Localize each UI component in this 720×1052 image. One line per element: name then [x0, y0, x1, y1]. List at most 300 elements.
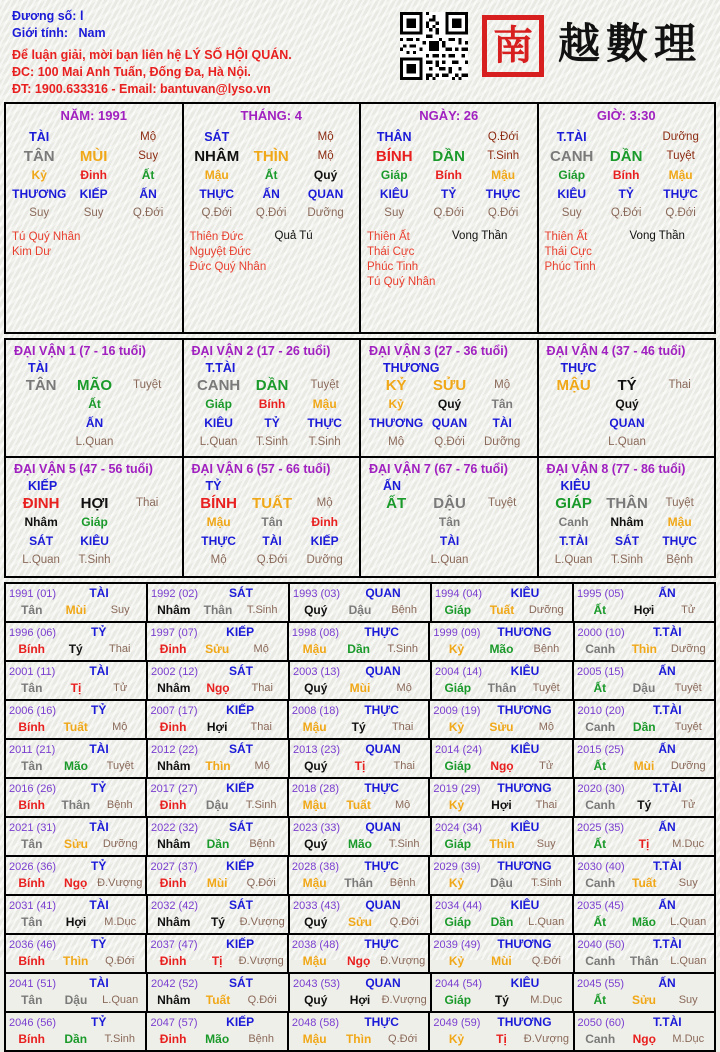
pillar-column-3: [361, 104, 539, 332]
annual-year-label: 2049 (59): [433, 1017, 481, 1029]
header-info-block: [12, 8, 362, 98]
annual-year-cell[interactable]: [289, 857, 430, 894]
pillar-hidden-stem: Quý: [313, 168, 338, 182]
annual-stem: Nhâm: [157, 993, 191, 1007]
annual-branch: Ngọ: [206, 681, 230, 695]
qr-code-icon[interactable]: [400, 12, 468, 80]
luck-period-cell-1[interactable]: [6, 340, 184, 456]
annual-year-label: 2012 (22): [151, 744, 199, 756]
luck-period-hidden-stem: Giáp: [205, 397, 232, 411]
luck-period-hidden-ten-god: SÁT: [29, 534, 54, 548]
annual-year-label: 2024 (34): [435, 822, 483, 834]
luck-period-grid: [369, 376, 529, 452]
annual-branch: Dần: [206, 837, 230, 851]
luck-period-cell-5[interactable]: [6, 458, 184, 576]
luck-period-stem: ẤT: [386, 495, 407, 512]
annual-year-label: 1995 (05): [577, 588, 625, 600]
gender-label: Giới tính:: [12, 26, 69, 40]
annual-state: Dưỡng: [102, 838, 138, 850]
luck-period-cell-4[interactable]: [539, 340, 715, 456]
annual-year-cell[interactable]: [147, 623, 288, 660]
annual-year-cell[interactable]: [290, 662, 432, 699]
pillar-heavenly-stem: NHÂM: [194, 148, 240, 165]
pillar-title: NĂM: 1991: [60, 108, 127, 123]
luck-period-grid: [14, 376, 174, 452]
annual-year-cell[interactable]: [574, 662, 714, 699]
annual-state: Dưỡng: [528, 604, 564, 616]
pillar-hidden-state: Suy: [83, 207, 104, 219]
annual-year-cell[interactable]: [575, 623, 714, 660]
annual-branch: Tị: [70, 681, 82, 695]
pillar-stars-block: [545, 230, 709, 290]
table-row: [6, 662, 714, 701]
pillar-hidden-stem: Mậu: [668, 168, 693, 182]
table-row: [6, 857, 714, 896]
annual-ten-god: ẤN: [658, 742, 676, 756]
pillar-title: NGÀY: 26: [419, 108, 479, 123]
annual-ten-god: ẤN: [658, 820, 676, 834]
annual-branch: Mùi: [206, 876, 228, 890]
pillar-title: THÁNG: 4: [240, 108, 302, 123]
annual-ten-god: THƯƠNG: [497, 1015, 552, 1029]
table-row: [6, 935, 714, 974]
annual-branch: Tuất: [205, 993, 231, 1007]
annual-branch: Tý: [351, 720, 366, 734]
annual-branch: Tị: [354, 759, 366, 773]
luck-period-hidden-ten-god: [653, 414, 706, 433]
annual-year-label: 2032 (42): [151, 900, 199, 912]
annual-year-cell[interactable]: [6, 623, 147, 660]
pillar-branch-state: Tuyệt: [666, 150, 695, 162]
annual-state: Suy: [678, 877, 698, 889]
annual-state: Suy: [110, 604, 130, 616]
pillar-heavenly-stem: TÂN: [23, 148, 55, 165]
annual-state: Mộ: [254, 760, 270, 772]
luck-period-cell-6[interactable]: [184, 458, 362, 576]
annual-state: Tuyệt: [674, 721, 702, 733]
annual-state: Thai: [250, 721, 272, 733]
annual-state: Thai: [535, 799, 558, 811]
pillar-star-secondary: Quả Tú: [274, 230, 313, 242]
pillar-ten-god: T.TÀI: [556, 130, 587, 144]
annual-year-cell[interactable]: [430, 935, 574, 972]
luck-period-hidden-state: [476, 551, 529, 570]
annual-year-cell[interactable]: [289, 623, 430, 660]
annual-ten-god: THỰC: [364, 937, 399, 951]
annual-branch: Sửu: [347, 915, 372, 929]
luck-period-hidden-state: T.Sinh: [256, 436, 289, 448]
annual-ten-god: ẤN: [658, 976, 676, 990]
annual-ten-god: T.TÀI: [652, 625, 682, 639]
luck-period-hidden-state: Dưỡng: [306, 554, 343, 566]
pillar-hidden-ten-god: KIẾP: [79, 187, 108, 201]
luck-period-branch: HỢI: [80, 495, 109, 512]
luck-period-hidden-ten-god: [121, 532, 174, 551]
annual-stem: Ất: [593, 837, 607, 851]
luck-period-hidden-ten-god: [14, 414, 68, 433]
annual-ten-god: SÁT: [229, 742, 253, 756]
annual-year-label: 2006 (16): [9, 705, 57, 717]
annual-year-label: 2045 (55): [577, 978, 625, 990]
annual-state: Mộ: [396, 682, 412, 694]
pillar-hidden-state: Suy: [561, 207, 582, 219]
annual-state: Q.Đới: [388, 1033, 418, 1045]
luck-period-cell-3[interactable]: [361, 340, 539, 456]
annual-stem: Quý: [304, 603, 328, 617]
annual-state: Thai: [251, 682, 273, 694]
luck-period-hidden-stem: [476, 513, 529, 532]
annual-ten-god: TÀI: [89, 742, 109, 756]
luck-period-hidden-state: Q.Đới: [434, 436, 465, 448]
pillar-hidden-stem: Ất: [264, 168, 278, 182]
gender-row: [12, 25, 362, 42]
annual-year-cell[interactable]: [432, 584, 574, 621]
annual-stem: Mậu: [302, 954, 327, 968]
annual-stem: Canh: [585, 642, 616, 656]
luck-period-hidden-stem: Bính: [258, 397, 286, 411]
luck-period-state: Tuyệt: [665, 497, 694, 509]
pillar-star: Thiên Ất: [367, 231, 410, 243]
header-branding: [362, 8, 710, 80]
annual-year-cell[interactable]: [6, 701, 147, 738]
pillar-branch-state: Suy: [138, 150, 159, 162]
annual-year-cell[interactable]: [430, 857, 574, 894]
luck-period-hidden-stem: Nhâm: [24, 515, 58, 529]
annual-stem: Quý: [304, 681, 328, 695]
annual-year-label: 2010 (20): [577, 705, 625, 717]
annual-year-label: 2000 (10): [577, 627, 625, 639]
annual-stem: Kỷ: [448, 876, 465, 890]
annual-year-label: 2020 (30): [577, 783, 625, 795]
annual-stem: Nhâm: [157, 759, 191, 773]
luck-period-state: Mộ: [316, 497, 333, 509]
annual-year-cell[interactable]: [575, 779, 714, 816]
annual-stem: Tân: [21, 993, 43, 1007]
luck-period-stem: BÍNH: [200, 495, 237, 512]
luck-period-cell-2[interactable]: [184, 340, 362, 456]
table-row: [6, 740, 714, 779]
pillar-ten-god: TÀI: [29, 130, 50, 144]
luck-period-cell-8[interactable]: [539, 458, 715, 576]
luck-period-ten-god: KIÊU: [560, 479, 591, 493]
luck-period-hidden-stem: [121, 513, 174, 532]
pillar-hidden-state: Suy: [29, 207, 50, 219]
annual-year-cell[interactable]: [430, 779, 574, 816]
luck-period-hidden-state: [547, 433, 601, 452]
annual-ten-god: QUAN: [365, 976, 401, 990]
annual-year-cell[interactable]: [432, 740, 574, 777]
luck-period-hidden-stem: Kỷ: [388, 397, 404, 411]
luck-period-hidden-stem: Ất: [88, 397, 101, 411]
annual-ten-god: T.TÀI: [652, 781, 682, 795]
annual-branch: Ngọ: [346, 954, 371, 968]
annual-year-cell[interactable]: [6, 935, 147, 972]
luck-period-branch: TUẤT: [252, 495, 293, 512]
luck-period-grid: [369, 494, 529, 570]
annual-ten-god: THỰC: [364, 625, 399, 639]
luck-period-hidden-stem: Canh: [558, 515, 589, 529]
annual-year-cell[interactable]: [290, 740, 432, 777]
pillar-hidden-ten-god: ẤN: [262, 187, 280, 201]
annual-state: Đ.Vượng: [380, 955, 426, 967]
luck-period-grid: [192, 376, 352, 452]
annual-year-cell[interactable]: [6, 857, 147, 894]
annual-branch: Dậu: [490, 876, 513, 890]
annual-stem: Mậu: [302, 798, 327, 812]
annual-year-cell[interactable]: [147, 701, 288, 738]
annual-year-cell[interactable]: [290, 974, 432, 1011]
annual-ten-god: KIẾP: [226, 859, 255, 873]
annual-stem: Giáp: [444, 915, 472, 929]
annual-ten-god: TÀI: [89, 664, 109, 678]
annual-state: Tuyệt: [532, 682, 560, 694]
annual-stem: Đinh: [159, 1032, 187, 1046]
annual-state: Đ.Vượng: [238, 955, 284, 967]
luck-period-hidden-stem: Nhâm: [610, 515, 644, 529]
luck-period-hidden-state: L.Quan: [75, 436, 114, 448]
pillar-star: Kim Dư: [12, 246, 52, 258]
luck-period-branch: THÂN: [606, 495, 648, 512]
pillar-star: Tú Quý Nhân: [12, 231, 81, 243]
luck-period-cell-7[interactable]: [361, 458, 539, 576]
annual-stem: Canh: [585, 954, 616, 968]
annual-year-cell[interactable]: [6, 896, 148, 933]
annual-year-label: 2026 (36): [9, 861, 57, 873]
annual-branch: Mão: [63, 759, 88, 773]
annual-ten-god: SÁT: [229, 976, 253, 990]
pillar-star: Nguyệt Đức: [189, 246, 251, 258]
annual-year-label: 2038 (48): [291, 939, 339, 951]
annual-stem: Nhâm: [157, 603, 191, 617]
annual-branch: Ngọ: [490, 759, 514, 773]
annual-ten-god: SÁT: [229, 664, 253, 678]
annual-year-label: 2009 (19): [433, 705, 481, 717]
annual-stem: Ất: [593, 603, 607, 617]
annual-year-cell[interactable]: [148, 818, 290, 855]
annual-year-cell[interactable]: [148, 974, 290, 1011]
luck-period-hidden-ten-god: SÁT: [615, 534, 640, 548]
annual-year-cell[interactable]: [290, 818, 432, 855]
annual-state: T.Sinh: [531, 877, 562, 889]
annual-branch: Thìn: [205, 759, 231, 773]
annual-ten-god: KIẾP: [226, 703, 255, 717]
annual-branch: Sửu: [205, 642, 230, 656]
pillar-earthly-branch: DẦN: [432, 148, 465, 165]
annual-stem: Quý: [304, 759, 328, 773]
annual-stem: Nhâm: [157, 915, 191, 929]
annual-ten-god: T.TÀI: [652, 703, 682, 717]
pillar-ten-god: THÂN: [376, 130, 412, 144]
annual-year-label: 2029 (39): [433, 861, 481, 873]
annual-year-cell[interactable]: [432, 974, 574, 1011]
annual-stem: Tân: [21, 759, 43, 773]
annual-branch: Hợi: [206, 720, 228, 734]
pillar-grid: [190, 128, 354, 223]
luck-period-hidden-ten-god: THỰC: [307, 416, 342, 430]
annual-year-cell[interactable]: [575, 1013, 714, 1050]
annual-year-label: 2033 (43): [293, 900, 341, 912]
annual-year-cell[interactable]: [289, 701, 430, 738]
annual-stem: Kỷ: [448, 798, 465, 812]
annual-stem: Đinh: [159, 720, 187, 734]
annual-year-cell[interactable]: [430, 623, 574, 660]
annual-branch: Thân: [61, 798, 91, 812]
annual-ten-god: THỰC: [364, 781, 399, 795]
annual-branch: Thân: [344, 876, 373, 890]
annual-ten-god: TỶ: [91, 625, 107, 639]
annual-ten-god: THƯƠNG: [497, 703, 552, 717]
annual-year-cell[interactable]: [148, 896, 290, 933]
luck-period-hidden-ten-god: [369, 532, 423, 551]
pillar-hidden-stem: Mậu: [491, 168, 516, 182]
annual-branch: Dần: [632, 720, 656, 734]
luck-period-hidden-stem: Mậu: [667, 515, 692, 529]
table-row: [6, 584, 714, 623]
annual-ten-god: THƯƠNG: [497, 937, 552, 951]
annual-state: Thai: [109, 643, 131, 655]
annual-year-label: 2044 (54): [435, 978, 483, 990]
pillar-heavenly-stem: BÍNH: [375, 148, 413, 165]
annual-year-label: 2019 (29): [433, 783, 481, 795]
annual-year-label: 2039 (49): [433, 939, 481, 951]
annual-branch: Tuất: [632, 876, 657, 890]
annual-year-cell[interactable]: [147, 857, 288, 894]
annual-state: Mộ: [112, 721, 128, 733]
annual-year-cell[interactable]: [432, 662, 574, 699]
annual-year-label: 2036 (46): [9, 939, 57, 951]
annual-year-cell[interactable]: [574, 896, 714, 933]
annual-year-cell[interactable]: [574, 584, 714, 621]
annual-branch: Mùi: [491, 954, 512, 968]
luck-period-hidden-stem: Tân: [438, 515, 461, 529]
pillar-hidden-state: Q.Đới: [201, 207, 232, 219]
annual-branch: Tị: [211, 954, 223, 968]
annual-branch: Dậu: [64, 993, 88, 1007]
pillar-star-secondary: Vong Thần: [629, 230, 685, 242]
annual-year-cell[interactable]: [148, 662, 290, 699]
annual-stem: Bính: [18, 1032, 46, 1046]
luck-period-row: [4, 338, 716, 458]
annual-stem: Bính: [18, 642, 46, 656]
annual-branch: Thìn: [489, 837, 515, 851]
annual-year-cell[interactable]: [574, 818, 714, 855]
luck-period-ten-god: KIẾP: [28, 479, 58, 493]
pillar-hidden-ten-god: ẤN: [139, 187, 157, 201]
annual-state: Mộ: [395, 799, 411, 811]
table-row: [6, 779, 714, 818]
luck-period-row: [4, 458, 716, 578]
annual-year-cell[interactable]: [290, 896, 432, 933]
pillar-hidden-stem: Bính: [612, 168, 640, 182]
annual-year-cell[interactable]: [289, 779, 430, 816]
annual-state: Dưỡng: [670, 643, 706, 655]
annual-state: M.Dục: [104, 916, 137, 928]
luck-period-hidden-state: L.Quan: [554, 554, 593, 566]
luck-period-title: ĐẠI VẬN 4 (37 - 46 tuổi): [546, 344, 686, 358]
annual-year-cell[interactable]: [289, 1013, 430, 1050]
annual-year-cell[interactable]: [6, 740, 148, 777]
annual-ten-god: THƯƠNG: [497, 781, 552, 795]
luck-period-ten-god: TỶ: [205, 479, 222, 493]
annual-year-label: 2040 (50): [577, 939, 625, 951]
annual-branch: Dậu: [632, 681, 656, 695]
annual-stem: Ất: [593, 681, 607, 695]
annual-year-cell[interactable]: [147, 1013, 288, 1050]
annual-branch: Sửu: [489, 720, 514, 734]
annual-ten-god: KIẾP: [226, 781, 255, 795]
pillar-stem-state: Q.Đới: [487, 131, 519, 143]
annual-year-cell[interactable]: [6, 662, 148, 699]
annual-ten-god: QUAN: [365, 664, 401, 678]
annual-stem: Canh: [585, 876, 616, 890]
annual-year-cell[interactable]: [432, 896, 574, 933]
annual-year-cell[interactable]: [147, 935, 288, 972]
annual-year-cell[interactable]: [148, 584, 290, 621]
annual-year-cell[interactable]: [575, 935, 714, 972]
annual-branch: Hợi: [633, 603, 655, 617]
annual-stem: Giáp: [444, 759, 472, 773]
annual-year-cell[interactable]: [147, 779, 288, 816]
pillar-star: Đức Quý Nhân: [189, 261, 267, 273]
annual-year-label: 2031 (41): [9, 900, 57, 912]
annual-year-cell[interactable]: [6, 584, 148, 621]
annual-year-cell[interactable]: [6, 818, 148, 855]
annual-branch: Thìn: [345, 1032, 372, 1046]
luck-period-hidden-state: [653, 433, 706, 452]
pillar-hidden-state: Q.Đới: [132, 207, 164, 219]
annual-year-cell[interactable]: [574, 974, 714, 1011]
luck-period-hidden-ten-god: TỶ: [264, 416, 280, 430]
subject-name-label: Đương số:: [12, 9, 77, 23]
luck-period-hidden-stem: Tân: [261, 515, 283, 529]
luck-period-branch: TÝ: [617, 377, 637, 394]
pillar-hidden-stem: Kỷ: [31, 168, 47, 182]
luck-period-state: Mộ: [494, 379, 511, 391]
luck-period-hidden-state: T.Sinh: [611, 554, 644, 566]
annual-year-label: 2001 (11): [9, 666, 56, 678]
annual-year-cell[interactable]: [432, 818, 574, 855]
table-row: [6, 701, 714, 740]
annual-year-cell[interactable]: [430, 701, 574, 738]
luck-period-hidden-state: L.Quan: [199, 436, 238, 448]
annual-year-cell[interactable]: [148, 740, 290, 777]
luck-period-stem: TÂN: [25, 377, 57, 394]
annual-year-cell[interactable]: [6, 1013, 147, 1050]
annual-year-cell[interactable]: [574, 740, 714, 777]
annual-stem: Mậu: [302, 1032, 327, 1046]
annual-year-label: 2002 (12): [151, 666, 199, 678]
annual-branch: Tuất: [489, 603, 515, 617]
annual-year-cell[interactable]: [6, 779, 147, 816]
pillar-hidden-ten-god: QUAN: [307, 187, 344, 201]
annual-year-cell[interactable]: [430, 1013, 574, 1050]
pillar-hidden-stem: Mậu: [204, 168, 229, 182]
annual-stem: Canh: [585, 1032, 616, 1046]
pillar-hidden-stem: Đinh: [80, 168, 107, 182]
annual-year-cell[interactable]: [575, 701, 714, 738]
pillar-stars-block: [12, 230, 176, 290]
annual-state: T.Sinh: [388, 838, 420, 850]
luck-periods-panel: [4, 338, 716, 578]
annual-year-cell[interactable]: [6, 974, 148, 1011]
annual-year-cell[interactable]: [290, 584, 432, 621]
luck-period-hidden-state: Bệnh: [666, 554, 694, 566]
annual-year-cell[interactable]: [289, 935, 430, 972]
annual-branch: Thân: [487, 681, 517, 695]
luck-period-hidden-state: [14, 433, 68, 452]
annual-year-cell[interactable]: [575, 857, 714, 894]
table-row: [6, 896, 714, 935]
